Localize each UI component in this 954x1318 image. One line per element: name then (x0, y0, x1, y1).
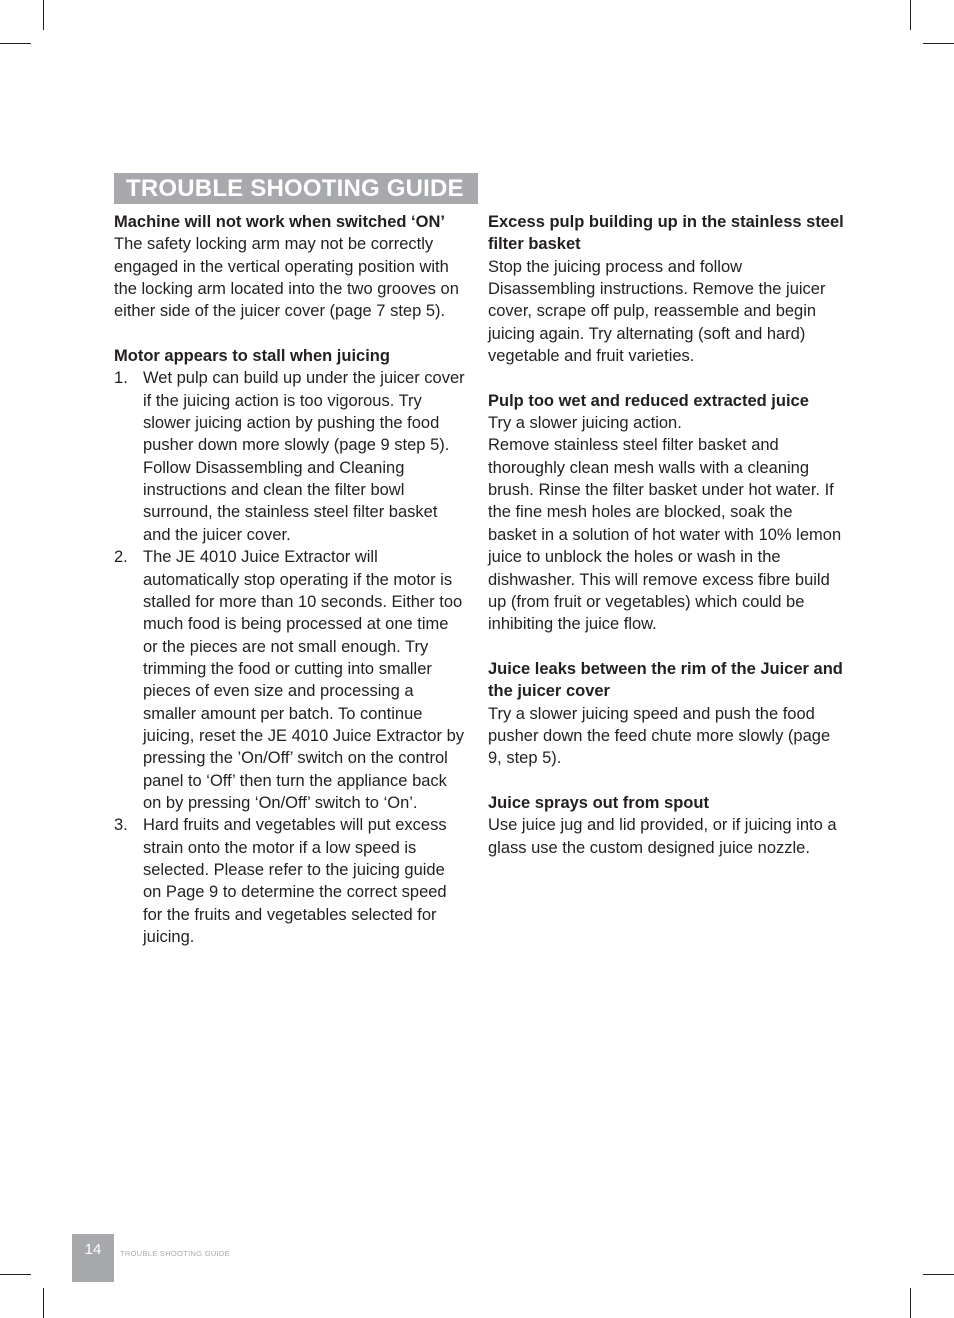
left-column (114, 211, 466, 971)
list-item (114, 546, 466, 814)
list-item (114, 814, 466, 948)
section-paragraph: Try a slower juicing speed and push the food pusher down the feed chute more slowly (page 9, step 5). (488, 704, 831, 768)
crop-mark (910, 0, 911, 30)
crop-mark (923, 1274, 954, 1275)
section-paragraph: The safety locking arm may not be correctly engaged in the vertical operating position with the locking arm located into the two grooves on either side of the juicer cover (page 7 step 5). (114, 235, 459, 321)
section-title: Pulp too wet and reduced extracted juice (488, 391, 809, 410)
section-not-work (114, 211, 466, 323)
crop-mark (0, 1274, 31, 1275)
section-title: Juice leaks between the rim of the Juicer and the juicer cover (488, 659, 843, 701)
section-juice-sprays (488, 792, 844, 859)
list-text: Wet pulp can build up under the juicer cover if the juicing action is too vigorous. Try slower juicing action by pushing the food pusher down more slowly (page 9 step 5). Follow Disassembling and Cleaning instructions and clean the filter bowl surround, the stainless steel filter basket and the juicer cover. (143, 369, 465, 544)
list-number: 1. (114, 369, 128, 388)
list-text: The JE 4010 Juice Extractor will automatically stop operating if the motor is stalled for more than 10 seconds. Either too much food is being processed at one time or the pieces are not small enough. Try trimming the food or cutting into smaller pieces of even size and processing a smaller amount per batch. To continue juicing, reset the JE 4010 Juice Extractor by pressing the ’On/Off’ switch on the control panel to ‘Off’ then turn the appliance back on by pressing ‘On/Off’ switch to ‘On’. (143, 548, 464, 812)
page-title: TROUBLE SHOOTING GUIDE (114, 173, 478, 204)
list-number: 2. (114, 548, 128, 567)
crop-mark (923, 43, 954, 44)
section-juice-leaks (488, 658, 844, 770)
section-paragraph: Use juice jug and lid provided, or if juicing into a glass use the custom designed juice nozzle. (488, 816, 837, 857)
section-paragraph: Stop the juicing process and follow Disassembling instructions. Remove the juicer cover, scrape off pulp, reassemble and begin juicing again. Try alternating (soft and hard) vegetable and fruit varieties. (488, 257, 826, 366)
section-motor-stall (114, 345, 466, 948)
page-number: 14 (72, 1234, 114, 1282)
section-excess-pulp (488, 211, 844, 367)
right-column (488, 211, 844, 881)
section-paragraph: Remove stainless steel filter basket and thoroughly clean mesh walls with a cleaning brush. Rinse the filter basket under hot water. If the fine mesh holes are blocked, soak the basket in a solution of hot water with 10% lemon juice to unblock the holes or wash in the dishwasher. This will remove excess fibre build up (from fruit or vegetables) which could be inhibiting the juice flow. (488, 436, 842, 634)
crop-mark (910, 1288, 911, 1318)
list-text: Hard fruits and vegetables will put excess strain onto the motor if a low speed is selected. Please refer to the juicing guide on Page 9 to determine the correct speed for the fruits and vegetables selected for juicing. (143, 816, 447, 946)
list-item (114, 367, 466, 546)
section-title: Juice sprays out from spout (488, 793, 709, 812)
crop-mark (43, 1288, 44, 1318)
section-title: Machine will not work when switched ‘ON’ (114, 213, 445, 231)
footer-label: TROUBLE SHOOTING GUIDE (120, 1249, 230, 1258)
section-pulp-wet (488, 390, 844, 636)
list-number: 3. (114, 816, 128, 835)
section-paragraph: Try a slower juicing action. (488, 414, 682, 433)
section-title: Excess pulp building up in the stainless steel filter basket (488, 213, 844, 254)
crop-mark (43, 0, 44, 30)
section-title: Motor appears to stall when juicing (114, 347, 390, 366)
numbered-list (114, 367, 466, 948)
crop-mark (0, 43, 31, 44)
